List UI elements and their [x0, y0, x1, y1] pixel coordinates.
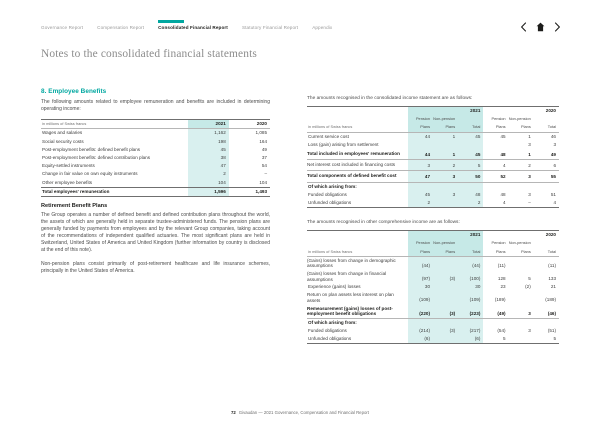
colhead-pension-plans-2020: Pension Plans	[491, 116, 506, 130]
nav-item-list	[41, 20, 561, 30]
cell	[433, 335, 458, 344]
cell: (44)	[408, 256, 433, 270]
table-row	[41, 162, 270, 170]
employee-benefits-intro: The following amounts related to employee remuneration and benefits are included in determining operating income:	[41, 99, 270, 113]
col-year-2020: 2020	[483, 107, 559, 116]
table-row	[307, 283, 559, 291]
row-label: Total included in employees' remuneration	[307, 151, 400, 157]
nav-item-statutory-financial-report[interactable]: Statutory Financial Report	[241, 25, 299, 30]
cell: 3	[528, 310, 531, 316]
row-label: Total employees' remuneration	[41, 187, 188, 196]
cell	[433, 291, 458, 304]
row-label: Experience (gains) losses	[308, 284, 361, 290]
row-value-2020: 1,493	[229, 187, 270, 196]
row-value-2021: 198	[188, 138, 229, 146]
colhead-total-2021: Total	[458, 115, 483, 132]
cell: (214)	[408, 327, 433, 335]
row-value-2021: 1,596	[188, 187, 229, 196]
table-row	[307, 318, 559, 327]
colhead-pension-plans-2021: Pension Plans	[408, 115, 433, 132]
cell: (49)	[497, 310, 506, 316]
row-label: (Gains) losses from change in financial assumptions	[307, 271, 387, 282]
cell: 30	[408, 283, 433, 291]
cell: 21	[550, 284, 556, 290]
cell	[433, 283, 458, 291]
cell: (6)	[458, 335, 483, 344]
cell: 55	[534, 171, 559, 182]
table-row	[307, 270, 559, 283]
table-row	[41, 129, 270, 138]
table-row	[307, 141, 559, 149]
cell: 3	[433, 191, 458, 199]
cell: 1	[433, 132, 458, 141]
cell	[458, 141, 483, 149]
right-column	[307, 96, 559, 344]
cell: 48	[500, 152, 506, 158]
cell: 30	[458, 283, 483, 291]
cell: 5	[528, 276, 531, 282]
table-year-header-row	[307, 107, 559, 116]
spacer-cell	[307, 231, 408, 240]
nav-item-compensation-report[interactable]: Compensation Report	[97, 25, 145, 30]
cell: 1	[509, 132, 534, 141]
row-label: Social security costs	[42, 138, 84, 144]
row-label: Of which arising from:	[307, 182, 408, 191]
cell	[408, 318, 433, 327]
top-navigation	[41, 20, 561, 34]
cell	[509, 318, 534, 327]
cell: 128	[497, 276, 506, 282]
cell: (220)	[408, 305, 433, 319]
row-value-2020: 104	[259, 179, 267, 185]
table-row	[307, 182, 559, 191]
cell: (51)	[547, 328, 556, 333]
table-subheader-row	[307, 239, 559, 256]
cell: (189)	[545, 297, 556, 303]
row-value-2020: 1,085	[229, 129, 270, 138]
cell: 3	[509, 171, 534, 182]
cell: 2	[509, 160, 534, 171]
cell	[483, 141, 508, 149]
cell: 2	[458, 199, 483, 208]
cell: (109)	[408, 291, 433, 304]
cell	[433, 256, 458, 270]
cell: 2	[433, 160, 458, 171]
row-label: Wages and salaries	[41, 129, 188, 138]
retirement-paragraph-2: Non-pension plans consist primarily of post-retirement healthcare and life insurance schemes, principally in the United States of America.	[41, 260, 270, 274]
colhead-pension-plans-2021: Pension Plans	[408, 239, 433, 256]
row-value-2020: 37	[261, 155, 267, 160]
cell: (46)	[547, 310, 556, 316]
colhead-non-pension-plans-2021: Non-pension Plans	[433, 115, 458, 132]
cell: 3	[528, 191, 531, 197]
nav-controls	[520, 22, 561, 32]
income-statement-amounts-table	[307, 106, 559, 208]
chevron-right-icon[interactable]	[554, 22, 561, 32]
oci-intro: The amounts recognised in other comprehensive income are as follows:	[307, 220, 460, 226]
cell: (54)	[497, 328, 506, 333]
row-value-2021: 1,162	[188, 129, 229, 138]
table-header-row	[41, 120, 270, 129]
table-row	[41, 179, 270, 188]
colhead-non-pension-plans-2020: Non-pension Plans	[508, 240, 531, 254]
row-label: Funded obligations	[308, 328, 347, 333]
cell: 48	[458, 191, 483, 199]
page-footer	[0, 410, 600, 415]
table-row	[307, 327, 559, 335]
spacer-cell	[307, 107, 408, 116]
table-row	[41, 170, 270, 178]
cell: 3	[553, 141, 556, 147]
cell: (2)	[525, 284, 531, 290]
employee-remuneration-table	[41, 119, 270, 197]
nav-item-appendix[interactable]: Appendix	[312, 25, 333, 30]
row-label: Funded obligations	[308, 191, 347, 197]
row-label: Of which arising from:	[307, 318, 408, 327]
colhead-total-2020: Total	[547, 124, 556, 130]
cell: 3	[408, 160, 433, 171]
cell: 4	[483, 160, 508, 171]
cell: 4	[534, 199, 559, 208]
cell	[433, 318, 458, 327]
cell: (6)	[408, 335, 433, 344]
cell: 52	[483, 171, 508, 182]
table-row	[307, 149, 559, 160]
cell: 6	[534, 160, 559, 171]
row-value-2021: 47	[188, 162, 229, 170]
row-label: Unfunded obligations	[307, 199, 408, 208]
row-label: Total components of defined benefit cost	[307, 171, 408, 182]
cell: 45	[408, 191, 433, 199]
cell: 2	[408, 199, 433, 208]
row-label: Remeasurement (gains) losses of post-employment benefit obligations	[307, 305, 393, 317]
cell: (44)	[458, 256, 483, 270]
row-label: Unfunded obligations	[307, 335, 408, 344]
cell	[509, 291, 534, 304]
left-column	[41, 88, 270, 281]
cell: 3	[528, 328, 531, 333]
table-row	[41, 146, 270, 154]
col-year-2021: 2021	[188, 120, 229, 129]
row-label: Post-employment benefits: defined contribution plans	[42, 155, 151, 160]
cell: (3)	[433, 327, 458, 335]
row-label: Net interest cost included in financing costs	[307, 160, 408, 171]
cell	[509, 335, 534, 344]
row-value-2021: 45	[188, 146, 229, 154]
cell: (189)	[494, 297, 506, 303]
cell	[534, 182, 559, 191]
cell: 44	[408, 149, 433, 160]
table-subheader-row	[307, 115, 559, 132]
cell: 51	[550, 191, 556, 197]
cell	[433, 199, 458, 208]
colhead-total-2021: Total	[458, 239, 483, 256]
cell: –	[509, 199, 534, 208]
cell: 46	[534, 132, 559, 141]
cell: (223)	[458, 305, 483, 319]
table-row	[307, 160, 559, 171]
cell	[458, 182, 483, 191]
cell	[458, 318, 483, 327]
cell: (109)	[458, 291, 483, 304]
row-label: Post-employment benefits: defined benefit plans	[42, 146, 141, 152]
cell	[483, 318, 508, 327]
row-value-2020: 54	[261, 163, 267, 169]
cell: 44	[408, 132, 433, 141]
cell: 48	[500, 191, 506, 197]
cell: (11)	[534, 256, 559, 270]
cell	[509, 182, 534, 191]
home-icon[interactable]	[536, 22, 545, 32]
table-row	[307, 171, 559, 182]
cell: (11)	[483, 256, 508, 270]
cell	[433, 141, 458, 149]
cell: 4	[483, 199, 508, 208]
table-row	[307, 256, 559, 270]
table-row	[307, 305, 559, 319]
row-value-2021: 38	[188, 154, 229, 162]
cell: 23	[500, 284, 506, 290]
cell	[433, 182, 458, 191]
row-label: (Gains) losses from change in demographic assumptions	[307, 256, 408, 270]
row-value-2021: 104	[188, 179, 229, 188]
cell: 45	[458, 149, 483, 160]
table-units-label: in millions of Swiss francs	[41, 120, 188, 129]
cell: 47	[408, 171, 433, 182]
table-row	[307, 199, 559, 208]
colhead-non-pension-plans-2021: Non-pension Plans	[433, 239, 458, 256]
cell: 1	[433, 149, 458, 160]
cell: 49	[550, 152, 556, 158]
table-units-label: in millions of Swiss francs	[308, 124, 353, 130]
cell: 50	[458, 171, 483, 182]
table-row	[307, 291, 559, 304]
col-year-2020: 2020	[229, 120, 270, 129]
footer-text: Givaudan — 2021 Governance, Compensation and Financial Report	[238, 410, 369, 415]
nav-item-consolidated-financial-report[interactable]: Consolidated Financial Report	[158, 20, 228, 30]
cell: (3)	[433, 270, 458, 283]
table-total-row	[41, 187, 270, 196]
table-row	[307, 191, 559, 199]
cell: 3	[433, 171, 458, 182]
cell: 1	[528, 152, 531, 158]
cell: 133	[548, 276, 556, 282]
cell	[509, 256, 534, 270]
table-row	[41, 154, 270, 162]
row-value-2020: 49	[261, 146, 267, 152]
chevron-left-icon[interactable]	[520, 22, 527, 32]
colhead-pension-plans-2020: Pension Plans	[491, 240, 506, 254]
cell: 5	[458, 160, 483, 171]
row-label: Change in fair value on own equity instruments	[42, 171, 138, 177]
row-label: Loss (gain) arising from settlement	[308, 141, 379, 147]
other-comprehensive-income-table	[307, 230, 559, 344]
col-year-2021: 2021	[408, 231, 484, 240]
section-heading-employee-benefits: 8. Employee Benefits	[41, 88, 107, 95]
cell: 45	[458, 132, 483, 141]
table-row	[307, 132, 559, 141]
cell: (97)	[408, 270, 433, 283]
row-label: Equity-settled instruments	[42, 163, 95, 169]
row-label: Current service cost	[307, 132, 408, 141]
cell	[534, 318, 559, 327]
table-year-header-row	[307, 231, 559, 240]
page-title: Notes to the consolidated financial statements	[41, 48, 257, 60]
row-value-2020: 164	[259, 138, 267, 144]
cell: (217)	[458, 327, 483, 335]
cell	[483, 182, 508, 191]
subheading-retirement-benefit-plans: Retirement Benefit Plans	[41, 203, 108, 210]
colhead-non-pension-plans-2020: Non-pension Plans	[508, 116, 531, 130]
cell: 5	[483, 335, 508, 344]
retirement-paragraph-1: The Group operates a number of defined benefit and defined contribution plans throughout the world, the assets of which are generally held in separate trustee-administered funds. The pension plans are generally funded by payments from employees and by the relevant Group companies, taking account of the recommendations of independent qualified actuaries. The most significant plans are held in Switzerland, United States of America and United Kingdom (further information by country is disclosed at the end of this note).	[41, 212, 270, 254]
col-year-2020: 2020	[483, 231, 559, 240]
cell: 45	[483, 132, 508, 141]
row-label: Return on plan assets less interest on plan assets	[307, 292, 394, 304]
cell: 3	[528, 141, 531, 147]
colhead-total-2020: Total	[547, 248, 556, 254]
table-row	[307, 335, 559, 344]
col-year-2021: 2021	[408, 107, 484, 116]
row-value-2021: 2	[188, 170, 229, 178]
cell	[408, 141, 433, 149]
cell	[408, 182, 433, 191]
nav-item-governance-report[interactable]: Governance Report	[41, 25, 84, 30]
row-value-2020: –	[264, 171, 267, 177]
income-statement-intro: The amounts recognised in the consolidated income statement are as follows:	[307, 96, 473, 101]
cell: (3)	[433, 305, 458, 319]
table-units-label: in millions of Swiss francs	[308, 248, 353, 254]
table-row	[41, 138, 270, 146]
cell: 5	[534, 335, 559, 344]
footer-page-number: 72	[231, 410, 236, 415]
row-label: Other employee benefits	[42, 179, 93, 185]
cell: (100)	[458, 270, 483, 283]
